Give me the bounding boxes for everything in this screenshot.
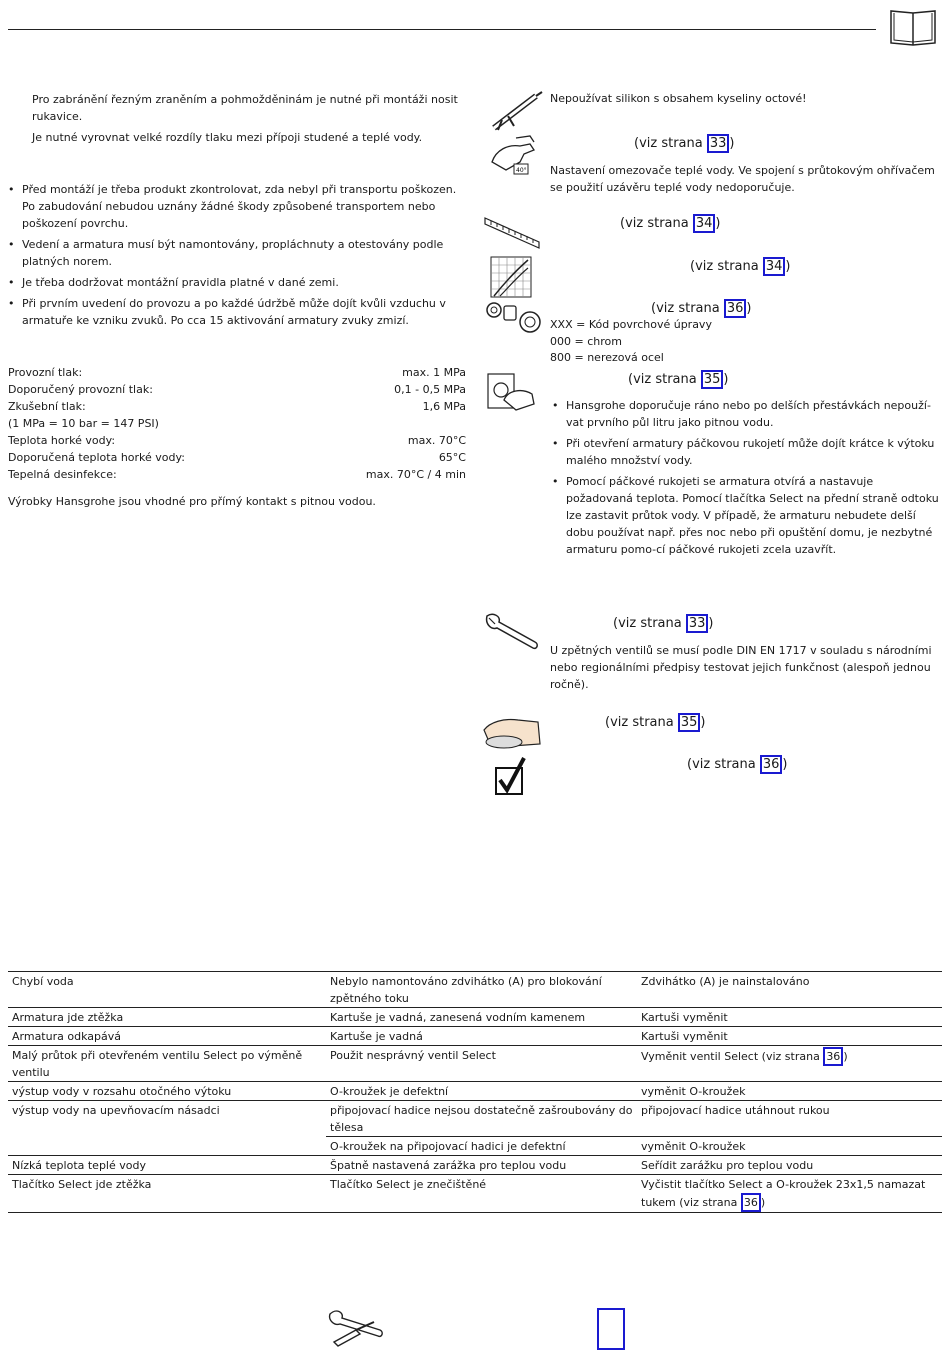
table-row <box>8 972 942 1008</box>
see-page-ref <box>687 755 787 774</box>
ruler-icon <box>483 214 541 250</box>
table-row <box>8 1027 942 1046</box>
see-prefix: (viz strana <box>605 715 678 730</box>
troubleshooting-table <box>8 971 942 1213</box>
finish-codes <box>550 317 712 367</box>
remedy-cell: Zdvihátko (A) je nainstalováno <box>637 972 942 1008</box>
page-link[interactable]: 36 <box>760 755 783 774</box>
fault-cell: Chybí voda <box>8 972 326 1008</box>
spec-label: Tepelná desinfekce: <box>8 468 117 481</box>
hand-operation-icon <box>486 370 538 412</box>
fault-cell: Armatura odkapává <box>8 1027 326 1046</box>
fault-cell: výstup vody v rozsahu otočného výtoku <box>8 1082 326 1101</box>
see-suffix: ) <box>785 259 791 274</box>
page-link[interactable]: 33 <box>686 614 709 633</box>
page-link[interactable]: 36 <box>823 1047 843 1066</box>
spec-label: (1 MPa = 10 bar = 147 PSI) <box>8 417 159 430</box>
fault-cell <box>8 1137 326 1156</box>
spec-value: 65°C <box>438 451 466 464</box>
spec-label: Doporučená teplota horké vody: <box>8 451 185 464</box>
note-item: • Vedení a armatura musí být namontovány, propláchnuty a otestovány podle platných norem. <box>8 236 458 270</box>
remedy-cell: Seřídit zarážku pro teplou vodu <box>637 1156 942 1175</box>
see-suffix: ) <box>729 136 735 151</box>
book-icon <box>887 7 939 47</box>
page-link[interactable]: 34 <box>693 214 716 233</box>
page-link[interactable]: 36 <box>741 1193 761 1212</box>
see-page-ref <box>605 713 705 732</box>
fault-cell: Armatura jde ztěžka <box>8 1008 326 1027</box>
remedy-cell: vyměnit O-kroužek <box>637 1137 942 1156</box>
spec-value: max. 1 MPa <box>402 366 466 379</box>
cause-cell: Nebylo namontováno zdvihátko (A) pro blokování zpětného toku <box>326 972 637 1008</box>
note-item: • Je třeba dodržovat montážní pravidla platné v dané zemi. <box>8 274 458 291</box>
spec-value: 1,6 MPa <box>422 400 466 413</box>
table-row <box>8 1008 942 1027</box>
installation-notes <box>8 181 458 333</box>
see-suffix: ) <box>708 616 714 631</box>
spec-row <box>8 381 466 398</box>
see-prefix: (viz strana <box>628 372 701 387</box>
cause-cell: O-kroužek na připojovací hadici je defektní <box>326 1137 637 1156</box>
see-suffix: ) <box>723 372 729 387</box>
fault-cell: výstup vody na upevňovacím násadci <box>8 1101 326 1137</box>
page-link[interactable]: 35 <box>701 370 724 389</box>
svg-text:40°: 40° <box>516 167 527 174</box>
cause-cell: Špatně nastavená zarážka pro teplou vodu <box>326 1156 637 1175</box>
cause-cell: připojovací hadice nejsou dostatečně zašroubovány do tělesa <box>326 1101 637 1137</box>
see-page-ref <box>651 299 751 318</box>
page-link[interactable]: 35 <box>678 713 701 732</box>
cause-cell: Kartuše je vadná <box>326 1027 637 1046</box>
spec-value: max. 70°C / 4 min <box>365 468 466 481</box>
see-prefix: (viz strana <box>634 136 707 151</box>
spec-value: 0,1 - 0,5 MPa <box>394 383 466 396</box>
cause-cell: O-kroužek je defektní <box>326 1082 637 1101</box>
see-suffix: ) <box>746 301 752 316</box>
see-prefix: (viz strana <box>690 259 763 274</box>
hand-thermostat-icon <box>486 132 542 176</box>
spec-value: max. 70°C <box>407 434 466 447</box>
maintenance-note: U zpětných ventilů se musí podle DIN EN 1717 v souladu s národními nebo regionálními předpisy testovat jejich funkčnost (alespoň jednou ročně). <box>550 644 932 691</box>
see-page-ref <box>620 214 720 233</box>
see-prefix: (viz strana <box>613 616 686 631</box>
spec-label: Doporučený provozní tlak: <box>8 383 153 396</box>
silicone-warning: Nepoužívat silikon s obsahem kyseliny octové! <box>550 92 807 105</box>
cleaning-hand-icon <box>482 714 542 750</box>
silicone-gun-icon <box>488 90 544 132</box>
remedy-text: Vyčistit tlačítko Select a O-kroužek 23x1,5 namazat tukem (viz strana <box>641 1178 926 1209</box>
spec-row <box>8 398 466 415</box>
see-page-ref <box>628 370 728 389</box>
drinking-water-note: Výrobky Hansgrohe jsou vhodné pro přímý kontakt s pitnou vodou. <box>8 495 376 508</box>
operation-item: • Hansgrohe doporučuje ráno nebo po delších přestávkách nepouží-vat prvního půl litru jako pitnou vodu. <box>552 397 940 431</box>
operation-item: • Pomocí páčkové rukojeti se armatura otvírá a nastavuje požadovaná teplota. Pomocí tlačítka Select na přední straně odtoku lze zastavit průtok vody. V případě, že armaturu nebudete delší dobu používat např. přes noc nebo při opuštění domu, je nezbytné armaturu pomo-cí páčkové rukojeti zcela uzavřít. <box>552 473 940 558</box>
safety-notes <box>32 91 462 146</box>
see-page-ref <box>690 257 790 276</box>
see-suffix: ) <box>782 757 788 772</box>
wrench-icon <box>483 612 541 652</box>
see-prefix: (viz strana <box>620 216 693 231</box>
table-row <box>8 1082 942 1101</box>
remedy-cell <box>637 1046 942 1082</box>
remedy-cell: Kartuši vyměnit <box>637 1027 942 1046</box>
finish-code-line: XXX = Kód povrchové úpravy <box>550 318 712 331</box>
page-link[interactable]: 36 <box>724 299 747 318</box>
fault-cell: Malý průtok při otevřeném ventilu Select po výměně ventilu <box>8 1046 326 1082</box>
see-suffix: ) <box>760 1196 766 1209</box>
cause-cell: Použit nesprávný ventil Select <box>326 1046 637 1082</box>
operation-item: • Při otevření armatury páčkovou rukojetí může dojít krátce k výtoku malého množství vody. <box>552 435 940 469</box>
remedy-cell <box>637 1175 942 1213</box>
flow-diagram-icon <box>490 256 532 298</box>
table-row <box>8 1046 942 1082</box>
see-page-ref <box>613 614 713 633</box>
finish-code-line: 000 = chrom <box>550 334 622 348</box>
note-item: • Před montáží je třeba produkt zkontrolovat, zda nebyl při transportu poškozen. Po zabudování nebudou uznány žádné škody způsobené transportem nebo poškození povrchu. <box>8 181 458 232</box>
see-suffix: ) <box>700 715 706 730</box>
see-page-ref <box>634 134 734 153</box>
see-suffix: ) <box>843 1050 848 1063</box>
cause-cell: Tlačítko Select je znečištěné <box>326 1175 637 1213</box>
temperature-limiter-note: Nastavení omezovače teplé vody. Ve spojení s průtokovým ohřívačem se použití uzávěru teplé vody nedoporučuje. <box>550 164 935 194</box>
cause-cell: Kartuše je vadná, zanesená vodním kamenem <box>326 1008 637 1027</box>
fault-cell: Nízká teplota teplé vody <box>8 1156 326 1175</box>
remedy-text: Vyměnit ventil Select (viz strana <box>641 1050 824 1063</box>
remedy-cell: Kartuši vyměnit <box>637 1008 942 1027</box>
operation-notes <box>552 397 940 562</box>
spec-row <box>8 364 466 381</box>
technical-data <box>8 364 466 510</box>
table-row <box>8 1137 942 1156</box>
spec-label: Provozní tlak: <box>8 366 83 379</box>
safety-line: Je nutné vyrovnat velké rozdíly tlaku mezi přípoji studené a teplé vody. <box>32 131 423 144</box>
finish-code-line: 800 = nerezová ocel <box>550 351 664 364</box>
spec-row <box>8 466 466 483</box>
spec-label: Teplota horké vody: <box>8 434 116 447</box>
checkmark-icon <box>494 756 528 796</box>
fault-cell: Tlačítko Select jde ztěžka <box>8 1175 326 1213</box>
table-row <box>8 1101 942 1137</box>
remedy-cell: vyměnit O-kroužek <box>637 1082 942 1101</box>
page-link[interactable]: 33 <box>707 134 730 153</box>
safety-line: Pro zabránění řezným zraněním a pohmožděninám je nutné při montáži nosit rukavice. <box>32 93 458 123</box>
remedy-cell: připojovací hadice utáhnout rukou <box>637 1101 942 1137</box>
see-prefix: (viz strana <box>687 757 760 772</box>
finish-parts-icon <box>484 298 542 336</box>
spec-row <box>8 449 466 466</box>
spec-row <box>8 415 466 432</box>
page-link[interactable]: 34 <box>763 257 786 276</box>
table-row <box>8 1156 942 1175</box>
header-rule <box>8 29 876 30</box>
see-suffix: ) <box>715 216 721 231</box>
table-row <box>8 1175 942 1213</box>
see-prefix: (viz strana <box>651 301 724 316</box>
note-item: • Při prvním uvedení do provozu a po každé údržbě může dojít kvůli vzduchu v armatuře ke vzniku zvuků. Po cca 15 aktivování armatury zvuky zmizí. <box>8 295 458 329</box>
spec-row <box>8 432 466 449</box>
spec-label: Zkušební tlak: <box>8 400 86 413</box>
page-number-box[interactable] <box>597 1308 625 1350</box>
tools-icon <box>326 1308 384 1348</box>
